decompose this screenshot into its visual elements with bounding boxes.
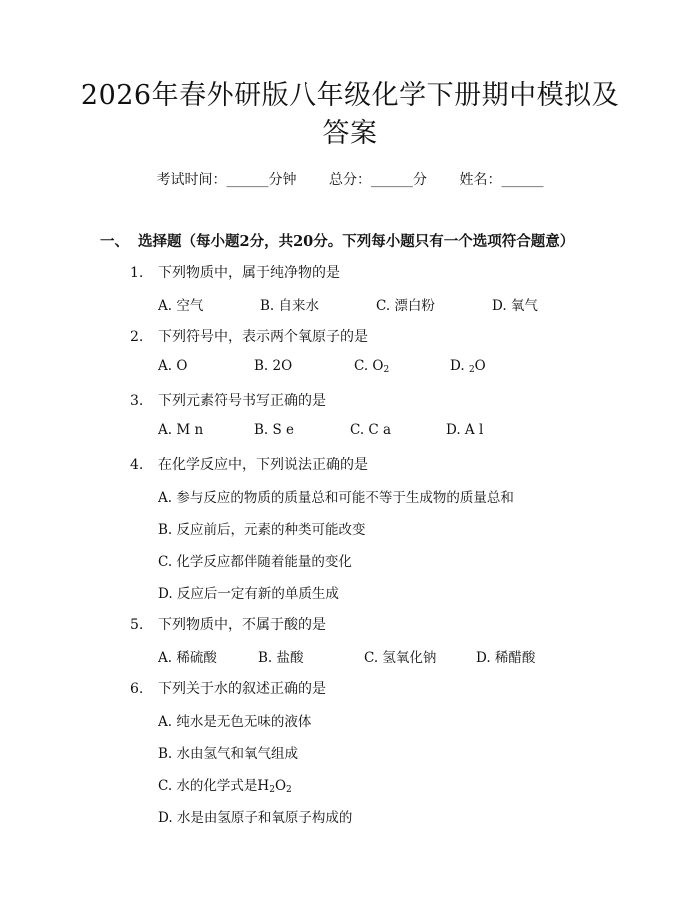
question-text: 下列元素符号书写正确的是 [158,393,326,409]
question-3: 3. 下列元素符号书写正确的是 [130,393,326,409]
option-c: C. $O_2$ [354,358,390,375]
option-d: D. 水是由氢原子和氧原子构成的 [158,810,353,826]
option-d: D. 稀醋酸 [476,650,536,666]
name-field: 姓名：______ [459,172,544,188]
option-a: A. 参与反应的物质的质量总和可能不等于生成物的质量总和 [158,490,514,506]
option-b: B. 反应前后，元素的种类可能改变 [158,522,366,538]
option-c: C. 化学反应都伴随着能量的变化 [158,554,352,570]
exam-info [0,169,700,189]
question-text: 下列物质中，不属于酸的是 [158,617,326,633]
section-number: 一、 [100,233,129,250]
option-a: A. 稀硫酸 [158,650,217,666]
option-a: A. M n [158,422,204,438]
question-text: 下列物质中，属于纯净物的是 [158,265,340,281]
question-text: 在化学反应中，下列说法正确的是 [158,457,368,473]
question-2: 2. 下列符号中，表示两个氧原子的是 [130,329,368,345]
section-instructions: 选择题（每小题2分，共20分。下列每小题只有一个选项符合题意） [138,233,575,250]
option-a: A. O [158,358,188,374]
option-b: B. 自来水 [260,298,320,314]
option-c: C. C a [350,422,392,438]
page-title: 2026年春外研版八年级化学下册期中模拟及 [80,80,620,111]
option-b: B. 2O [254,358,293,374]
option-a: A. 纯水是无色无味的液体 [158,714,312,730]
question-4: 4. 在化学反应中，下列说法正确的是 [130,457,368,473]
option-c: C. 漂白粉 [376,298,435,314]
option-d: D. $_2$O [450,358,486,375]
total-score-field: 总分：______分 [329,172,427,188]
page-title-continued: 答案 [322,118,378,149]
question-text: 下列符号中，表示两个氧原子的是 [158,329,368,345]
question-6: 6. 下列关于水的叙述正确的是 [130,681,326,697]
option-d: D. 氧气 [492,298,538,314]
question-1: 1. 下列物质中，属于纯净物的是 [130,265,340,281]
question-text: 下列关于水的叙述正确的是 [158,681,326,697]
option-d: D. 反应后一定有新的单质生成 [158,586,339,602]
option-c: C. 水的化学式是$H_2O_2$ [158,778,292,795]
option-a: A. 空气 [158,298,204,314]
option-c: C. 氢氧化钠 [364,650,437,666]
section-heading [100,230,574,251]
question-5: 5. 下列物质中，不属于酸的是 [130,617,326,633]
option-b: B. S e [254,422,295,438]
option-d: D. A l [446,422,484,438]
exam-time-field: 考试时间：______分钟 [156,172,297,188]
option-b: B. 水由氢气和氧气组成 [158,746,299,762]
option-b: B. 盐酸 [258,650,304,666]
